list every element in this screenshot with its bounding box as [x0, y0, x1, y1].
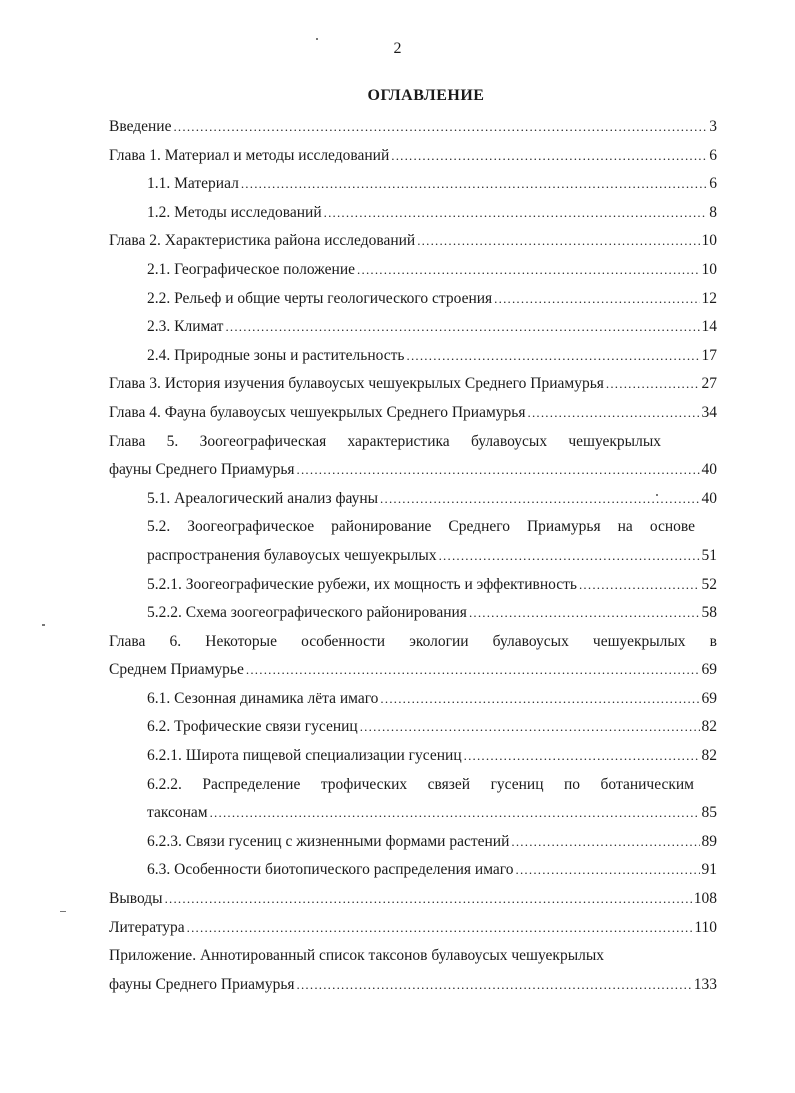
toc-entry-label: 2.1. Географическое положение — [147, 260, 356, 278]
toc-entry-chapter-5[interactable] — [109, 428, 661, 457]
toc-entry-section-1-2[interactable] — [109, 199, 717, 228]
toc-entry-page: 108 — [693, 890, 717, 908]
dot-leader — [494, 285, 699, 314]
toc-entry-label: Глава 4. Фауна булавоусых чешуекрылых Среднего Приамурья — [109, 403, 526, 421]
toc-entry-label: Глава 2. Характеристика района исследований — [109, 232, 416, 250]
dot-leader — [187, 914, 693, 943]
toc-entry-section-5-1[interactable] — [109, 485, 717, 514]
toc-entry-page: 82 — [701, 718, 717, 736]
toc-entry-label: Приложение. Аннотированный список таксонов булавоусых чешуекрылых — [109, 947, 605, 965]
toc-entry-page: 6 — [709, 175, 717, 193]
toc-entry-label: фауны Среднего Приамурья — [109, 975, 295, 993]
scan-speck — [656, 494, 658, 496]
toc-entry-section-6-2-3[interactable] — [109, 828, 717, 857]
toc-entry-page: 91 — [701, 861, 717, 879]
dot-leader — [417, 227, 699, 256]
toc-entry-section-2-4[interactable] — [109, 342, 717, 371]
toc-entry-page: 10 — [701, 232, 717, 250]
toc-entry-page: 85 — [701, 804, 717, 822]
scan-speck — [316, 38, 318, 40]
dot-leader — [579, 571, 700, 600]
toc-entry-page: 69 — [701, 689, 717, 707]
dot-leader — [380, 485, 699, 514]
toc-entry-chapter-1[interactable] — [109, 142, 717, 171]
toc-entry-page: 51 — [701, 546, 717, 564]
toc-entry-label: Среднем Приамурье — [109, 661, 244, 679]
toc-entry-appendix[interactable] — [109, 942, 717, 971]
toc-entry-label: Литература — [109, 918, 185, 936]
toc-entry-section-6-3[interactable] — [109, 856, 717, 885]
toc-entry-chapter-6[interactable] — [109, 628, 717, 657]
toc-entry-label: 2.2. Рельеф и общие черты геологического строения — [147, 289, 493, 307]
toc-entry-page: 89 — [701, 832, 717, 850]
page-number: 2 — [393, 40, 402, 57]
dot-leader — [407, 342, 700, 371]
toc-entry-chapter-5-cont[interactable] — [109, 456, 717, 485]
toc-entry-label: Глава 1. Материал и методы исследований — [109, 146, 390, 164]
toc-entry-page: 34 — [701, 403, 717, 421]
toc-entry-label: фауны Среднего Приамурья — [109, 461, 295, 479]
toc-entry-label: 5.2.1. Зоогеографические рубежи, их мощность и эффективность — [147, 575, 577, 593]
dot-leader — [324, 199, 708, 228]
toc-entry-section-6-2[interactable] — [109, 713, 717, 742]
toc-entry-label: 1.2. Методы исследований — [147, 203, 322, 221]
dot-leader — [511, 828, 699, 857]
toc-entry-label: 6.2.3. Связи гусениц с жизненными формами растений — [147, 832, 510, 850]
toc-entry-label: 6.1. Сезонная динамика лёта имаго — [147, 689, 379, 707]
toc-entry-section-5-2[interactable] — [109, 513, 695, 542]
toc-entry-section-5-2-2[interactable] — [109, 599, 717, 628]
toc-entry-label: таксонам — [147, 804, 208, 822]
toc-entry-section-1-1[interactable] — [109, 170, 717, 199]
dot-leader — [165, 885, 692, 914]
toc-entry-appendix-cont[interactable] — [109, 971, 717, 1000]
toc-entry-page: 82 — [701, 747, 717, 765]
toc-entry-page: 52 — [701, 575, 717, 593]
dot-leader — [606, 370, 700, 399]
dot-leader — [297, 456, 700, 485]
dot-leader — [225, 313, 699, 342]
toc-entry-page: 14 — [701, 318, 717, 336]
toc-entry-label: 1.1. Материал — [147, 175, 239, 193]
dot-leader — [360, 713, 700, 742]
toc-entry-page: 27 — [701, 375, 717, 393]
toc-entry-page: 133 — [693, 975, 717, 993]
dot-leader — [357, 256, 699, 285]
toc-entry-section-6-2-2-cont[interactable] — [109, 799, 717, 828]
dot-leader — [439, 542, 700, 571]
toc-entry-section-2-3[interactable] — [109, 313, 717, 342]
toc-entry-literature[interactable] — [109, 914, 717, 943]
dot-leader — [391, 142, 707, 171]
toc-entry-section-5-2-cont[interactable] — [109, 542, 717, 571]
toc-entry-page: 12 — [701, 289, 717, 307]
dot-leader — [173, 113, 707, 142]
dot-leader — [210, 799, 700, 828]
toc-entry-label: 2.3. Климат — [147, 318, 224, 336]
toc-entry-section-2-1[interactable] — [109, 256, 717, 285]
toc-entry-page: 8 — [709, 203, 717, 221]
toc-entry-page: 110 — [694, 918, 717, 936]
toc-entry-page: 3 — [709, 118, 717, 135]
toc-entry-label: 6.2.1. Широта пищевой специализации гусениц — [147, 747, 462, 765]
toc-entry-chapter-6-cont[interactable] — [109, 656, 717, 685]
toc-entry-page: 17 — [701, 346, 717, 364]
scan-speck — [42, 624, 45, 626]
toc-entry-introduction[interactable] — [109, 113, 717, 142]
toc-entry-section-6-2-1[interactable] — [109, 742, 717, 771]
dot-leader — [464, 742, 700, 771]
toc-entry-label: 5.2.2. Схема зоогеографического районирования — [147, 604, 467, 622]
toc-entry-page: 40 — [701, 489, 717, 507]
table-of-contents — [109, 113, 717, 999]
dot-leader — [241, 170, 707, 199]
page-title: ОГЛАВЛЕНИЕ — [367, 87, 485, 104]
toc-entry-label: 2.4. Природные зоны и растительность — [147, 346, 405, 364]
toc-entry-conclusions[interactable] — [109, 885, 717, 914]
toc-entry-chapter-2[interactable] — [109, 227, 717, 256]
toc-entry-section-6-1[interactable] — [109, 685, 717, 714]
toc-entry-section-2-2[interactable] — [109, 285, 717, 314]
toc-entry-label: Глава 3. История изучения булавоусых чешуекрылых Среднего Приамурья — [109, 375, 604, 393]
toc-entry-page: 40 — [701, 461, 717, 479]
toc-entry-label: Выводы — [109, 890, 163, 908]
toc-entry-label: Глава 6. Некоторые особенности экологии булавоусых чешуекрылых в — [109, 632, 717, 650]
toc-entry-chapter-4[interactable] — [109, 399, 717, 428]
scan-speck — [60, 911, 66, 912]
toc-entry-label: распространения булавоусых чешуекрылых — [147, 546, 437, 564]
dot-leader — [528, 399, 700, 428]
toc-entry-section-5-2-1[interactable] — [109, 571, 717, 600]
toc-entry-label: 6.3. Особенности биотопического распределения имаго — [147, 861, 514, 879]
toc-entry-label: Введение — [109, 118, 172, 135]
toc-entry-label: Глава 5. Зоогеографическая характеристика булавоусых чешуекрылых — [109, 432, 661, 450]
toc-entry-chapter-3[interactable] — [109, 370, 717, 399]
toc-entry-page: 69 — [701, 661, 717, 679]
dot-leader — [380, 685, 699, 714]
dot-leader — [516, 856, 700, 885]
toc-entry-page: 58 — [701, 604, 717, 622]
toc-entry-section-6-2-2[interactable] — [109, 771, 694, 800]
toc-entry-label: 6.2. Трофические связи гусениц — [147, 718, 358, 736]
dot-leader — [246, 656, 700, 685]
toc-entry-label: 6.2.2. Распределение трофических связей гусениц по ботаническим — [147, 775, 694, 793]
toc-entry-page: 6 — [709, 146, 717, 164]
dot-leader — [469, 599, 700, 628]
toc-entry-page: 10 — [701, 260, 717, 278]
dot-leader — [297, 971, 692, 1000]
toc-entry-label: 5.2. Зоогеографическое районирование Среднего Приамурья на основе — [147, 518, 695, 536]
toc-entry-label: 5.1. Ареалогический анализ фауны — [147, 489, 379, 507]
